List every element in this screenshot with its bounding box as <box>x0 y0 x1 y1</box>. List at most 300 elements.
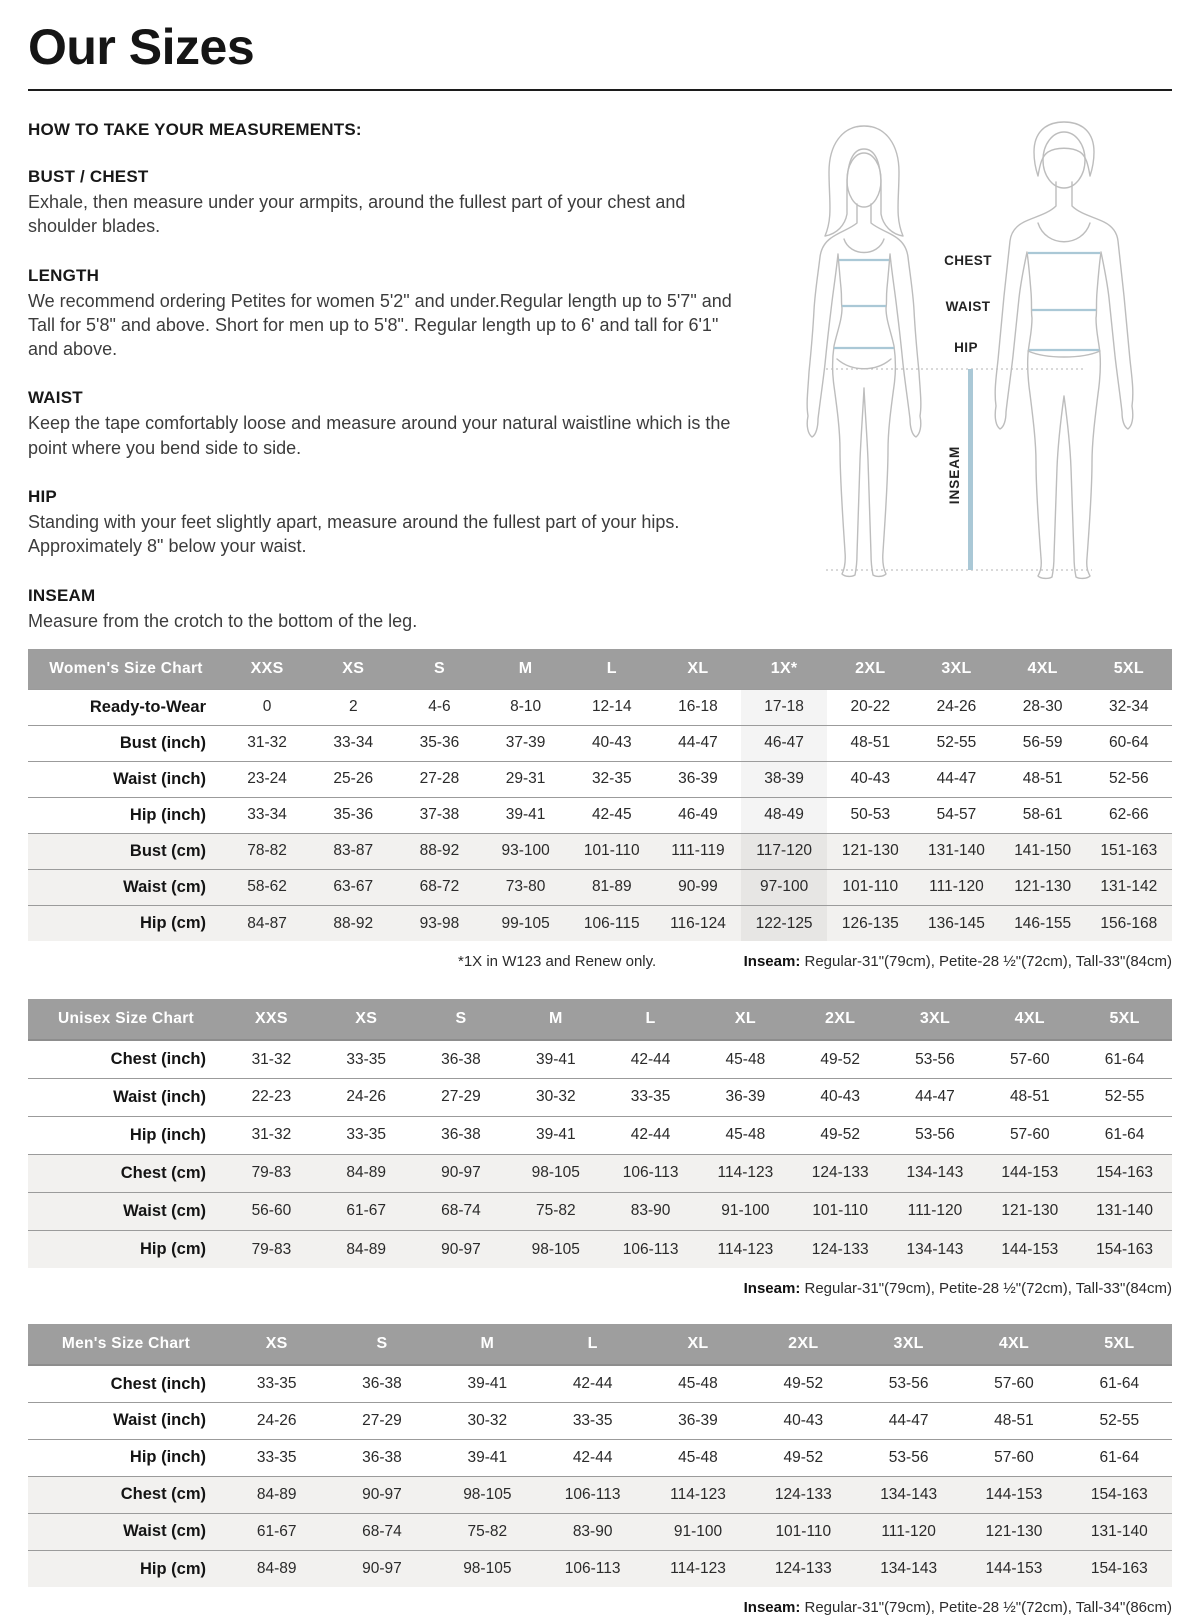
instructions-heading: HOW TO TAKE YOUR MEASUREMENTS: <box>28 120 362 139</box>
size-table <box>28 999 1172 1268</box>
size-value: 90-97 <box>362 1485 402 1503</box>
size-value: 79-83 <box>251 1240 292 1258</box>
size-value: 42-44 <box>572 1375 613 1393</box>
size-value: 44-47 <box>888 1411 929 1429</box>
measurement-row <box>28 1476 1172 1513</box>
row-label: Waist (cm) <box>123 877 206 896</box>
size-value: 46-49 <box>678 806 718 824</box>
size-value: 36-38 <box>362 1375 402 1393</box>
size-value: 31-32 <box>251 1050 292 1068</box>
body-measurement-figures <box>782 120 1172 586</box>
size-column-header: XS <box>310 649 396 690</box>
size-value: 156-168 <box>1100 914 1158 932</box>
row-label: Waist (cm) <box>123 1522 206 1541</box>
size-value: 146-155 <box>1014 914 1072 932</box>
size-column-header: 5XL <box>1086 649 1172 690</box>
row-label: Chest (cm) <box>120 1485 206 1504</box>
size-value: 36-39 <box>725 1088 766 1106</box>
size-value: 134-143 <box>880 1560 938 1578</box>
size-value: 116-124 <box>670 914 726 932</box>
table-footnotes <box>28 1280 1172 1300</box>
row-label: Chest (cm) <box>120 1163 206 1182</box>
size-value: 114-123 <box>717 1240 774 1258</box>
size-column-header: 4XL <box>1000 649 1086 690</box>
size-value: 111-119 <box>671 842 725 860</box>
size-value: 22-23 <box>251 1088 292 1106</box>
size-value: 111-120 <box>881 1522 936 1540</box>
waist-label: WAIST <box>945 299 991 314</box>
size-value: 151-163 <box>1100 842 1158 860</box>
measurement-row <box>28 905 1172 941</box>
size-table <box>28 649 1172 942</box>
size-value: 124-133 <box>774 1560 832 1578</box>
section-title: BUST / CHEST <box>28 167 149 186</box>
size-value: 48-49 <box>741 797 827 833</box>
size-value: 106-113 <box>564 1485 621 1503</box>
measurement-row <box>28 1040 1172 1078</box>
size-value: 84-89 <box>256 1485 297 1503</box>
size-column-header: 1X* <box>741 649 827 690</box>
size-value: 44-47 <box>678 734 718 752</box>
size-column-header: 5XL <box>1067 1324 1172 1365</box>
size-value: 20-22 <box>850 698 891 716</box>
row-label: Hip (cm) <box>140 1559 206 1578</box>
size-value: 28-30 <box>1022 698 1063 716</box>
size-value: 35-36 <box>419 734 460 752</box>
row-label: Hip (cm) <box>140 1240 206 1259</box>
row-label: Chest (inch) <box>110 1374 206 1393</box>
size-column-header: S <box>414 999 509 1040</box>
measurement-row <box>28 1116 1172 1154</box>
size-value: 91-100 <box>673 1522 723 1540</box>
size-value: 44-47 <box>936 770 977 788</box>
size-value: 27-29 <box>362 1411 402 1429</box>
measurement-row <box>28 1513 1172 1550</box>
measurement-row <box>28 725 1172 761</box>
size-value: 49-52 <box>783 1375 824 1393</box>
size-value: 42-44 <box>630 1126 671 1144</box>
asterisk-footnote: *1X in W123 and Renew only. <box>458 953 657 971</box>
table-title: Unisex Size Chart <box>28 999 224 1040</box>
size-guide-page <box>0 20 1200 1619</box>
size-value: 52-56 <box>1109 770 1149 788</box>
size-value: 4-6 <box>428 698 451 716</box>
size-value: 24-26 <box>346 1088 387 1106</box>
measurement-row <box>28 1230 1172 1268</box>
size-column-header: 5XL <box>1077 999 1172 1040</box>
size-value: 39-41 <box>467 1448 508 1466</box>
size-value: 53-56 <box>915 1126 955 1144</box>
size-column-header: 2XL <box>793 999 888 1040</box>
size-value: 136-145 <box>928 914 985 932</box>
size-value: 57-60 <box>994 1448 1034 1466</box>
size-value: 31-32 <box>247 734 287 752</box>
size-charts <box>28 649 1172 1620</box>
size-value: 36-38 <box>362 1448 402 1466</box>
size-value: 73-80 <box>505 878 546 896</box>
size-value: 46-47 <box>741 725 827 761</box>
size-value: 52-55 <box>1099 1411 1140 1429</box>
size-value: 141-150 <box>1014 842 1072 860</box>
header-row <box>28 1324 1172 1365</box>
section-title: LENGTH <box>28 265 100 285</box>
size-value: 98-105 <box>531 1240 580 1258</box>
row-label: Hip (inch) <box>129 1125 206 1144</box>
size-value: 93-100 <box>501 842 550 860</box>
size-value: 37-39 <box>505 734 546 752</box>
measurement-section-waist <box>28 388 770 460</box>
table-title: Men's Size Chart <box>28 1324 224 1365</box>
inseam-note-text: Regular-31"(79cm), Petite-28 ½"(72cm), Tall-33"(84cm) <box>800 953 1172 971</box>
size-value: 124-133 <box>811 1240 869 1258</box>
size-value: 57-60 <box>994 1375 1034 1393</box>
size-value: 83-90 <box>572 1522 613 1540</box>
size-value: 88-92 <box>419 842 460 860</box>
size-value: 90-97 <box>441 1164 481 1182</box>
size-value: 24-26 <box>256 1411 297 1429</box>
size-value: 57-60 <box>1009 1050 1050 1068</box>
size-value: 27-28 <box>419 770 460 788</box>
size-column-header: S <box>329 1324 434 1365</box>
size-value: 23-24 <box>247 770 287 788</box>
size-value: 61-64 <box>1099 1375 1140 1393</box>
female-face <box>847 153 881 207</box>
size-value: 30-32 <box>467 1411 508 1429</box>
measurement-row <box>28 1192 1172 1230</box>
women-s-size-chart <box>28 649 1172 974</box>
size-value: 101-110 <box>842 878 899 896</box>
measurement-row <box>28 833 1172 869</box>
size-value: 61-67 <box>256 1522 297 1540</box>
size-value: 39-41 <box>535 1126 576 1144</box>
title-divider <box>28 89 1172 91</box>
inseam-note-label: Inseam: <box>743 953 801 971</box>
size-value: 68-72 <box>419 878 460 896</box>
size-value: 32-34 <box>1109 698 1149 716</box>
section-title: INSEAM <box>28 585 96 605</box>
size-value: 131-140 <box>928 842 985 860</box>
size-column-header: L <box>569 649 655 690</box>
size-value: 0 <box>262 698 272 716</box>
inseam-measure-bar <box>968 369 973 570</box>
size-value: 121-130 <box>985 1522 1043 1540</box>
size-value: 36-39 <box>678 1411 718 1429</box>
size-value: 48-51 <box>850 734 891 752</box>
size-value: 37-38 <box>419 806 460 824</box>
size-value: 49-52 <box>820 1050 860 1068</box>
size-value: 24-26 <box>936 698 977 716</box>
size-value: 45-48 <box>725 1050 766 1068</box>
size-value: 50-53 <box>850 806 891 824</box>
size-value: 61-67 <box>346 1202 387 1220</box>
size-value: 84-87 <box>247 914 287 932</box>
table-title: Women's Size Chart <box>28 649 224 690</box>
size-value: 131-140 <box>1090 1522 1148 1540</box>
size-value: 49-52 <box>783 1448 824 1466</box>
male-shorts-waistline <box>1028 351 1100 357</box>
size-value: 33-34 <box>333 734 374 752</box>
size-value: 98-105 <box>463 1560 512 1578</box>
size-column-header: XXS <box>224 999 319 1040</box>
page-title: Our Sizes <box>28 19 255 75</box>
size-value: 58-62 <box>247 878 287 896</box>
size-value: 49-52 <box>820 1126 860 1144</box>
row-label: Hip (cm) <box>140 914 206 933</box>
size-value: 36-38 <box>441 1126 481 1144</box>
hip-label: HIP <box>954 340 978 355</box>
size-column-header: S <box>396 649 482 690</box>
female-figure <box>807 126 921 576</box>
size-value: 30-32 <box>535 1088 576 1106</box>
size-value: 78-82 <box>247 842 287 860</box>
size-value: 48-51 <box>1022 770 1063 788</box>
size-value: 106-113 <box>622 1164 679 1182</box>
size-value: 75-82 <box>535 1202 576 1220</box>
row-label: Bust (inch) <box>119 733 206 752</box>
size-value: 40-43 <box>850 770 891 788</box>
size-column-header: 3XL <box>913 649 999 690</box>
size-column-header: XL <box>645 1324 750 1365</box>
size-value: 111-120 <box>929 878 984 896</box>
size-column-header: 4XL <box>961 1324 1066 1365</box>
size-value: 42-44 <box>572 1448 613 1466</box>
size-value: 90-97 <box>362 1560 402 1578</box>
size-value: 106-113 <box>622 1240 679 1258</box>
female-brief-line <box>837 359 891 369</box>
measurement-row <box>28 1439 1172 1476</box>
measurement-row <box>28 689 1172 725</box>
size-value: 56-60 <box>251 1202 292 1220</box>
size-value: 144-153 <box>985 1560 1043 1578</box>
size-value: 38-39 <box>741 761 827 797</box>
inseam-note <box>744 1599 1172 1619</box>
size-value: 91-100 <box>721 1202 770 1220</box>
size-value: 29-31 <box>505 770 546 788</box>
section-body: Standing with your feet slightly apart, measure around the fullest part of your hips. Approximately 8" below your waist. <box>28 512 680 557</box>
size-value: 40-43 <box>820 1088 860 1106</box>
measurement-section-length <box>28 266 770 362</box>
size-column-header: M <box>435 1324 540 1365</box>
size-value: 111-120 <box>907 1202 963 1220</box>
men-s-size-chart <box>28 1324 1172 1619</box>
size-column-header: M <box>483 649 569 690</box>
measurement-section-inseam <box>28 586 770 633</box>
row-label: Waist (inch) <box>113 1087 206 1106</box>
size-value: 54-57 <box>936 806 977 824</box>
row-label: Ready-to-Wear <box>89 697 206 716</box>
size-value: 12-14 <box>591 698 632 716</box>
row-label: Waist (inch) <box>113 769 206 788</box>
size-value: 79-83 <box>251 1164 292 1182</box>
measurement-row <box>28 1154 1172 1192</box>
measurement-row <box>28 1365 1172 1402</box>
size-column-header: XL <box>698 999 793 1040</box>
size-value: 144-153 <box>1001 1164 1059 1182</box>
size-value: 48-51 <box>994 1411 1034 1429</box>
size-column-header: XS <box>319 999 414 1040</box>
size-column-header: L <box>540 1324 645 1365</box>
size-value: 93-98 <box>419 914 460 932</box>
size-value: 33-35 <box>256 1448 297 1466</box>
size-value: 121-130 <box>1001 1202 1059 1220</box>
size-value: 124-133 <box>774 1485 832 1503</box>
size-value: 45-48 <box>678 1375 718 1393</box>
size-value: 84-89 <box>346 1164 387 1182</box>
size-value: 44-47 <box>915 1088 955 1106</box>
size-value: 35-36 <box>333 806 374 824</box>
male-neckline <box>1038 223 1090 242</box>
size-value: 42-44 <box>630 1050 671 1068</box>
size-value: 52-55 <box>936 734 977 752</box>
size-value: 61-64 <box>1104 1050 1145 1068</box>
measurement-row <box>28 1550 1172 1587</box>
measurement-instructions <box>28 118 770 633</box>
inseam-note-label: Inseam: <box>743 1599 801 1617</box>
size-value: 83-90 <box>630 1202 671 1220</box>
measurement-row <box>28 1402 1172 1439</box>
size-value: 99-105 <box>501 914 550 932</box>
size-value: 75-82 <box>467 1522 508 1540</box>
size-value: 144-153 <box>1001 1240 1059 1258</box>
size-value: 8-10 <box>510 698 542 716</box>
size-value: 58-61 <box>1022 806 1063 824</box>
chest-label: CHEST <box>944 253 992 268</box>
header-row <box>28 649 1172 690</box>
section-body: Measure from the crotch to the bottom of the leg. <box>28 610 418 631</box>
inseam-note <box>744 953 1172 973</box>
size-value: 53-56 <box>915 1050 955 1068</box>
size-value: 84-89 <box>256 1560 297 1578</box>
measurement-row <box>28 1078 1172 1116</box>
inseam-note-text: Regular-31"(79cm), Petite-28 ½"(72cm), Tall-34"(86cm) <box>800 1599 1172 1617</box>
size-value: 57-60 <box>1009 1126 1050 1144</box>
size-column-header: L <box>603 999 698 1040</box>
section-title: HIP <box>28 487 57 507</box>
size-value: 101-110 <box>583 842 640 860</box>
size-value: 36-39 <box>678 770 718 788</box>
size-value: 61-64 <box>1099 1448 1140 1466</box>
size-value: 154-163 <box>1096 1164 1154 1182</box>
size-value: 154-163 <box>1096 1240 1154 1258</box>
size-value: 2 <box>348 698 358 716</box>
size-value: 90-97 <box>441 1240 481 1258</box>
inseam-note <box>744 1280 1172 1300</box>
size-value: 45-48 <box>725 1126 766 1144</box>
size-column-header: 3XL <box>888 999 983 1040</box>
size-value: 68-74 <box>362 1522 402 1540</box>
size-table <box>28 1324 1172 1587</box>
size-value: 40-43 <box>783 1411 824 1429</box>
size-value: 17-18 <box>741 689 827 725</box>
size-value: 154-163 <box>1090 1485 1148 1503</box>
female-neckline <box>844 239 884 253</box>
size-value: 40-43 <box>591 734 632 752</box>
table-footnotes <box>28 953 1172 973</box>
row-label: Bust (cm) <box>129 841 206 860</box>
size-value: 31-32 <box>251 1126 292 1144</box>
unisex-size-chart <box>28 999 1172 1300</box>
size-value: 121-130 <box>841 842 899 860</box>
row-label: Hip (inch) <box>129 805 206 824</box>
size-value: 98-105 <box>463 1485 512 1503</box>
size-value: 114-123 <box>670 1560 726 1578</box>
size-value: 53-56 <box>888 1448 929 1466</box>
section-body: Keep the tape comfortably loose and measure around your natural waistline which is the point where you bend side to side. <box>28 413 731 458</box>
size-value: 134-143 <box>906 1240 964 1258</box>
male-hair <box>1034 122 1094 176</box>
size-value: 106-115 <box>583 914 640 932</box>
size-value: 90-99 <box>678 878 718 896</box>
size-column-header: 4XL <box>982 999 1077 1040</box>
row-label: Chest (inch) <box>110 1050 206 1069</box>
size-column-header: XS <box>224 1324 329 1365</box>
size-value: 39-41 <box>535 1050 576 1068</box>
size-value: 117-120 <box>741 833 827 869</box>
size-value: 33-35 <box>572 1411 613 1429</box>
row-label: Waist (inch) <box>113 1411 206 1430</box>
measurement-section-hip <box>28 487 770 559</box>
size-value: 53-56 <box>888 1375 929 1393</box>
size-value: 39-41 <box>467 1375 508 1393</box>
male-face <box>1043 132 1085 188</box>
row-label: Hip (inch) <box>129 1448 206 1467</box>
size-value: 83-87 <box>333 842 374 860</box>
size-value: 134-143 <box>880 1485 938 1503</box>
measurement-row <box>28 797 1172 833</box>
size-value: 131-142 <box>1100 878 1158 896</box>
size-value: 101-110 <box>775 1522 832 1540</box>
size-value: 42-45 <box>591 806 632 824</box>
size-value: 48-51 <box>1009 1088 1050 1106</box>
size-column-header: XXS <box>224 649 310 690</box>
inseam-note-label: Inseam: <box>743 1280 801 1298</box>
size-value: 36-38 <box>441 1050 481 1068</box>
size-value: 114-123 <box>717 1164 774 1182</box>
size-column-header: 2XL <box>827 649 913 690</box>
size-value: 131-140 <box>1096 1202 1154 1220</box>
size-value: 60-64 <box>1109 734 1149 752</box>
size-value: 106-113 <box>564 1560 621 1578</box>
section-body: We recommend ordering Petites for women 5'2" and under.Regular length up to 5'7" and Tall for 5'8" and above. Short for men up to 5'8". Regular length up to 6' and tall for 6'1" and above. <box>28 290 732 360</box>
size-value: 16-18 <box>678 698 718 716</box>
size-value: 39-41 <box>505 806 546 824</box>
row-label: Waist (cm) <box>123 1201 206 1220</box>
size-column-header: 2XL <box>751 1324 856 1365</box>
size-value: 101-110 <box>812 1202 869 1220</box>
measurement-diagram <box>770 118 1172 633</box>
size-value: 62-66 <box>1109 806 1149 824</box>
size-column-header: 3XL <box>856 1324 961 1365</box>
size-value: 81-89 <box>591 878 632 896</box>
size-value: 63-67 <box>333 878 374 896</box>
size-value: 114-123 <box>670 1485 726 1503</box>
table-footnotes <box>28 1599 1172 1619</box>
size-value: 52-55 <box>1104 1088 1145 1106</box>
size-value: 124-133 <box>811 1164 869 1182</box>
size-value: 56-59 <box>1022 734 1063 752</box>
size-value: 32-35 <box>591 770 632 788</box>
size-value: 25-26 <box>333 770 374 788</box>
size-column-header: M <box>508 999 603 1040</box>
measurement-section-bust-chest <box>28 167 770 239</box>
size-value: 61-64 <box>1104 1126 1145 1144</box>
size-value: 122-125 <box>741 905 827 941</box>
size-value: 121-130 <box>1014 878 1072 896</box>
size-value: 88-92 <box>333 914 374 932</box>
size-value: 27-29 <box>441 1088 481 1106</box>
measurement-row <box>28 869 1172 905</box>
size-value: 45-48 <box>678 1448 718 1466</box>
